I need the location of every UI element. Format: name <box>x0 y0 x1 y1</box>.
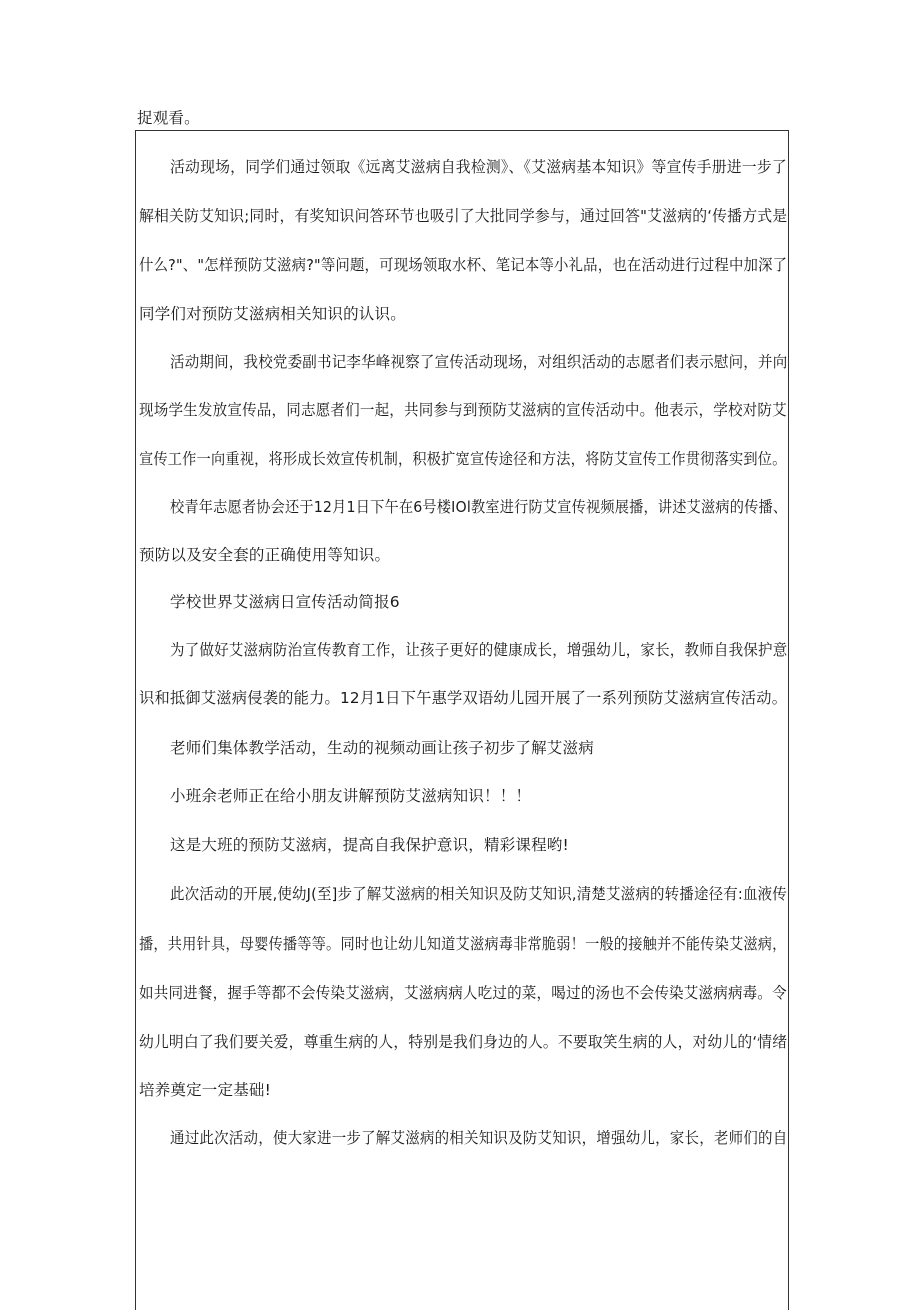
text-line: 预防以及安全套的正确使用等知识。 <box>139 546 391 564</box>
text-line: 小班余老师正在给小朋友讲解预防艾滋病知识！！！ <box>170 787 532 805</box>
text-line: 活动期间，我校党委副书记李华峰视察了宣传活动现场，对组织活动的志愿者们表示慰问，并向 <box>170 353 788 371</box>
text-line: 识和抵御艾滋病侵袭的能力。12月1日下午惠学双语幼儿园开展了一系列预防艾滋病宣传活动。 <box>139 689 788 707</box>
text-line: 幼儿明白了我们要关爱，尊重生病的人，特别是我们身边的人。不要取笑生病的人，对幼儿的‘情绪 <box>139 1033 788 1051</box>
text-line: 活动现场，同学们通过领取《远离艾滋病自我检测》、《艾滋病基本知识》等宣传手册进一步了 <box>170 158 787 176</box>
text-line: 如共同进餐，握手等都不会传染艾滋病，艾滋病病人吃过的菜，喝过的汤也不会传染艾滋病病毒。令 <box>139 984 787 1002</box>
section-heading: 学校世界艾滋病日宣传活动简报6 <box>170 593 400 611</box>
text-line: 培养奠定一定基础! <box>139 1081 272 1099</box>
text-line: 什么?"、"怎样预防艾滋病?"等问题，可现场领取水杯、笔记本等小礼品，也在活动进行过程中加深了 <box>139 256 788 274</box>
top-line: 捉观看。 <box>137 109 200 127</box>
text-line: 同学们对预防艾滋病相关知识的认识。 <box>139 305 406 323</box>
text-line: 播，共用针具，母婴传播等等。同时也让幼儿知道艾滋病毒非常脆弱！一般的接触并不能传染艾滋病， <box>139 935 787 953</box>
text-line: 此次活动的开展,使幼J(⾄]步了解艾滋病的相关知识及防艾知识,清楚艾滋病的转播途径有:血液传 <box>170 885 787 903</box>
text-line: 校青年志愿者协会还于12月1日下午在6号楼IOl教室进行防艾宣传视频展播，讲述艾滋病的传播、 <box>170 498 788 516</box>
text-line: 宣传工作一向重视，将形成长效宣传机制，积极扩宽宣传途径和方法，将防艾宣传工作贯彻落实到位。 <box>139 450 787 468</box>
text-line: 现场学生发放宣传品，同志愿者们一起，共同参与到预防艾滋病的宣传活动中。他表示，学校对防艾 <box>139 401 787 419</box>
text-line: 通过此次活动，使大家进一步了解艾滋病的相关知识及防艾知识，增强幼儿，家长，老师们的自 <box>170 1129 788 1147</box>
text-line: 老师们集体教学活动，生动的视频动画让孩子初步了解艾滋病 <box>170 739 594 757</box>
text-line: 解相关防艾知识;同时，有奖知识问答环节也吸引了大批同学参与，通过回答"艾滋病的‘传播方式是 <box>139 207 788 225</box>
text-line: 这是大班的预防艾滋病，提高自我保护意识，精彩课程哟! <box>170 836 569 854</box>
text-line: 为了做好艾滋病防治宣传教育工作，让孩子更好的健康成长，增强幼儿，家长，教师自我保护意 <box>170 641 788 659</box>
